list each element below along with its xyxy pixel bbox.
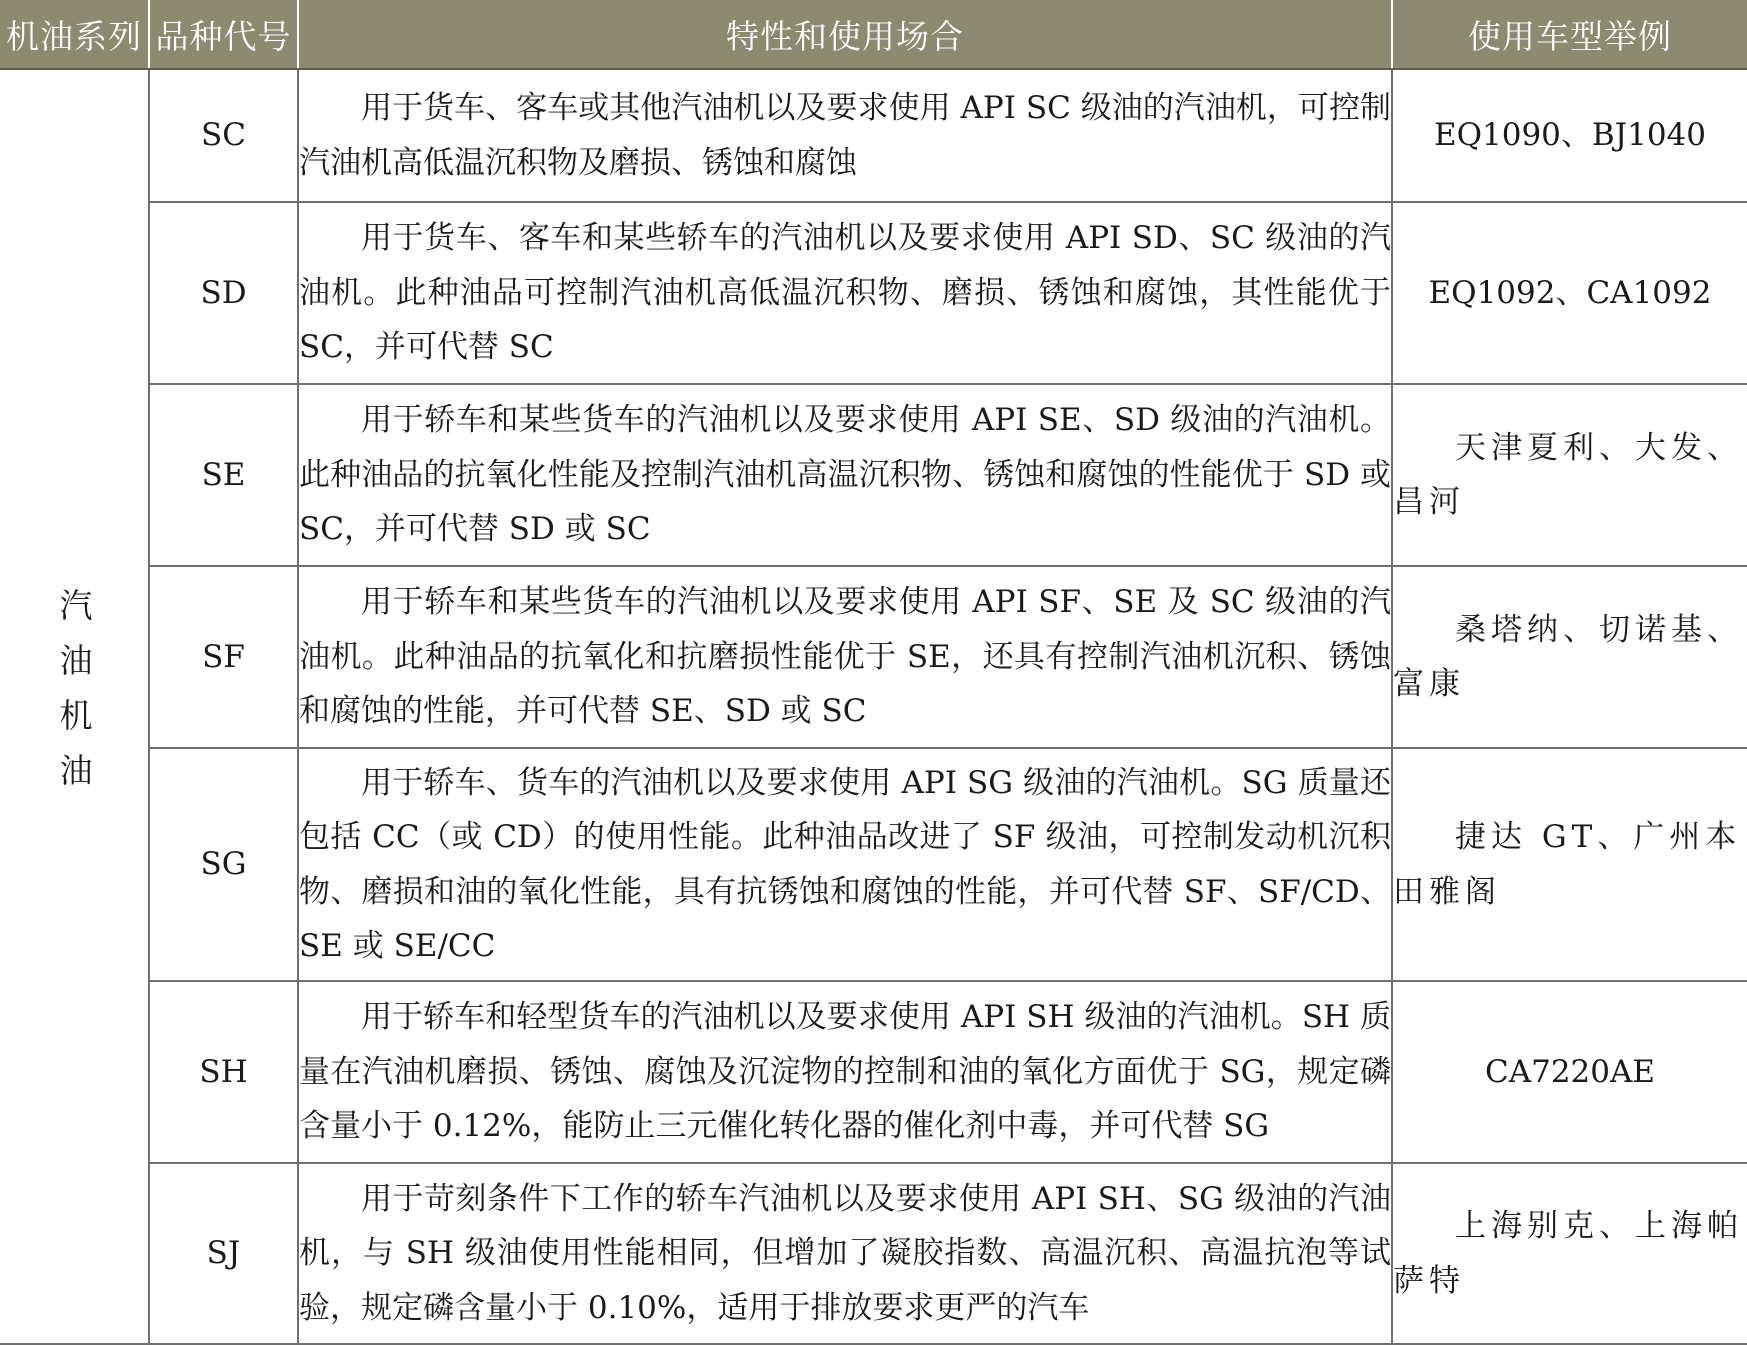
example-text: EQ1090、BJ1040: [1433, 117, 1707, 154]
table-row: [0, 566, 1747, 748]
example-cell: [1392, 69, 1747, 202]
description-text: 用于货车、客车和某些轿车的汽油机以及要求使用 API SD、SC 级油的汽油机。此种油品可控制汽油机高低温沉积物、磨损、锈蚀和腐蚀，其性能优于 SC，并可代替 SC: [299, 220, 1391, 366]
example-text: 上海别克、上海帕萨特: [1393, 1208, 1743, 1299]
grade-code: SF: [149, 566, 298, 748]
description-cell: [298, 566, 1392, 748]
example-cell: [1392, 566, 1747, 748]
header-grade-code: 品种代号: [149, 0, 298, 69]
description-cell: [298, 748, 1392, 981]
header-vehicle-examples: 使用车型举例: [1392, 0, 1747, 69]
example-text: 天津夏利、大发、昌河: [1393, 429, 1743, 520]
grade-code: SH: [149, 981, 298, 1163]
table-row: [0, 1163, 1747, 1344]
table-body: [0, 69, 1747, 1344]
description-cell: [298, 384, 1392, 566]
description-text: 用于轿车、货车的汽油机以及要求使用 API SG 级油的汽油机。SG 质量还包括 CC（或 CD）的使用性能。此种油品改进了 SF 级油，可控制发动机沉积物、磨损和油的氧化性能，具有抗锈蚀和腐蚀的性能，并可代替 SF、SF/CD、SE 或 SE/CC: [299, 764, 1391, 964]
example-cell: [1392, 1163, 1747, 1344]
table-row: [0, 384, 1747, 566]
example-text: CA7220AE: [1484, 1053, 1655, 1090]
header-row: [0, 0, 1747, 69]
table-row: [0, 202, 1747, 384]
description-cell: [298, 202, 1392, 384]
example-cell: [1392, 202, 1747, 384]
example-text: 桑塔纳、切诺基、富康: [1393, 611, 1743, 702]
example-cell: [1392, 384, 1747, 566]
table-row: [0, 69, 1747, 202]
description-cell: [298, 1163, 1392, 1344]
grade-code: SG: [149, 748, 298, 981]
description-text: 用于货车、客车或其他汽油机以及要求使用 API SC 级油的汽油机，可控制汽油机高低温沉积物及磨损、锈蚀和腐蚀: [299, 90, 1391, 181]
description-cell: [298, 69, 1392, 202]
oil-series-cell: [0, 69, 149, 1344]
oil-series-label: 汽油机油: [54, 587, 94, 808]
header-oil-series: 机油系列: [0, 0, 149, 69]
description-text: 用于轿车和某些货车的汽油机以及要求使用 API SE、SD 级油的汽油机。此种油品的抗氧化性能及控制汽油机高温沉积物、锈蚀和腐蚀的性能优于 SD 或 SC，并可代替 SD 或 SC: [299, 402, 1391, 548]
table-header: [0, 0, 1747, 69]
grade-code: SD: [149, 202, 298, 384]
grade-code: SC: [149, 69, 298, 202]
description-text: 用于苛刻条件下工作的轿车汽油机以及要求使用 API SH、SG 级油的汽油机，与 SH 级油使用性能相同，但增加了凝胶指数、高温沉积、高温抗泡等试验，规定磷含量小于 0.10%，适用于排放要求更严的汽车: [299, 1180, 1391, 1326]
table-row: [0, 748, 1747, 981]
example-text: EQ1092、CA1092: [1428, 274, 1712, 311]
grade-code: SJ: [149, 1163, 298, 1344]
header-characteristics: 特性和使用场合: [298, 0, 1392, 69]
example-text: 捷达 GT、广州本田雅阁: [1393, 819, 1742, 910]
table-row: [0, 981, 1747, 1163]
description-cell: [298, 981, 1392, 1163]
description-text: 用于轿车和某些货车的汽油机以及要求使用 API SF、SE 及 SC 级油的汽油机。此种油品的抗氧化和抗磨损性能优于 SE，还具有控制汽油机沉积、锈蚀和腐蚀的性能，并可代替 SE、SD 或 SC: [299, 584, 1391, 730]
grade-code: SE: [149, 384, 298, 566]
example-cell: [1392, 748, 1747, 981]
description-text: 用于轿车和轻型货车的汽油机以及要求使用 API SH 级油的汽油机。SH 质量在汽油机磨损、锈蚀、腐蚀及沉淀物的控制和油的氧化方面优于 SG，规定磷含量小于 0.12%，能防止三元催化转化器的催化剂中毒，并可代替 SG: [299, 999, 1391, 1145]
example-cell: [1392, 981, 1747, 1163]
